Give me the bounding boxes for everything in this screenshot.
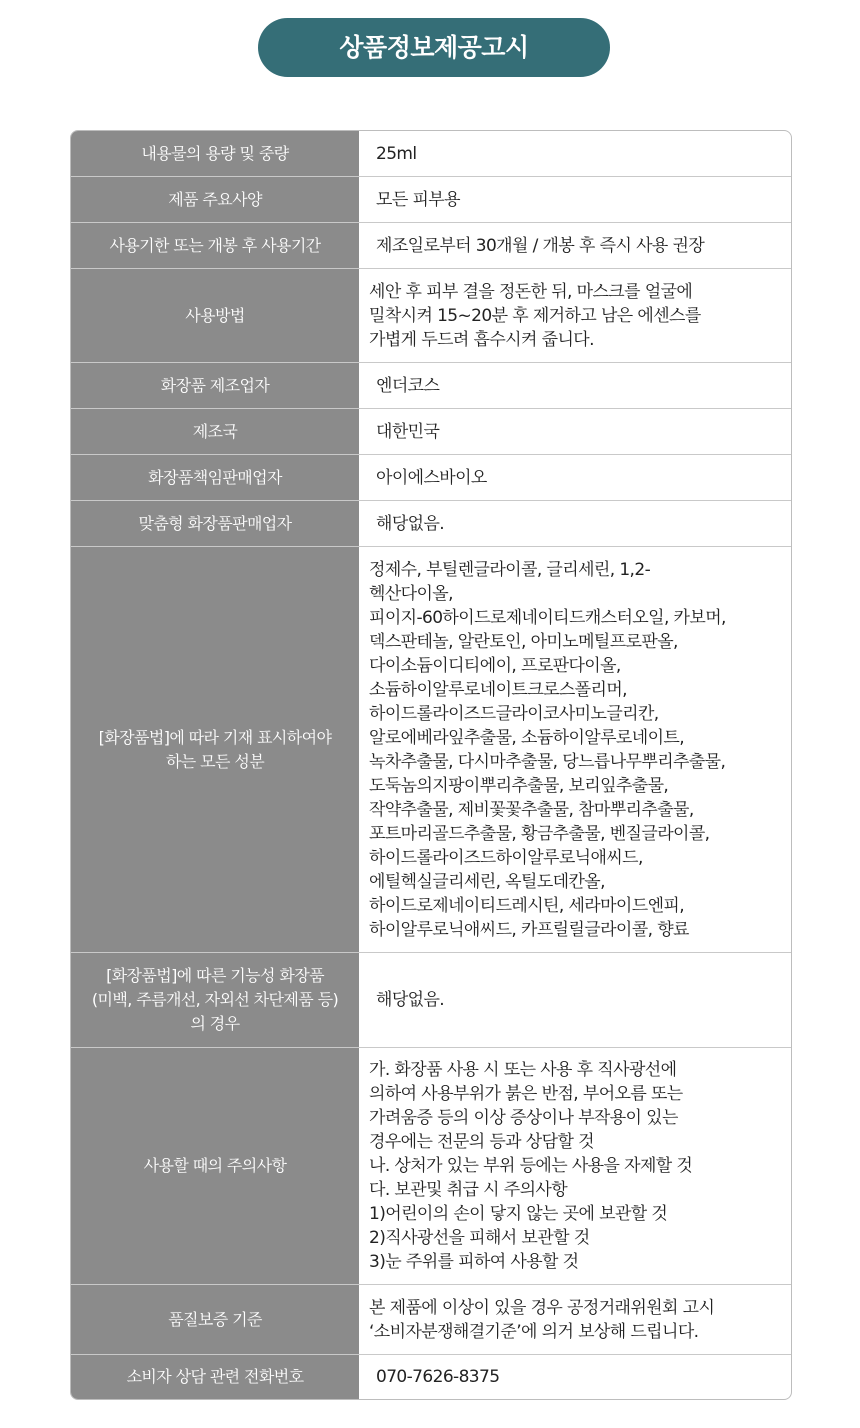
- row-value: 세안 후 피부 결을 정돈한 뒤, 마스크를 얼굴에 밀착시켜 15~20분 후 제거하고 남은 에센스를 가볍게 두드려 흡수시켜 줍니다.: [369, 281, 701, 350]
- row-label: 제품 주요사양: [71, 177, 359, 222]
- row-value: 25ml: [376, 143, 417, 164]
- row-value: 해당없음.: [376, 513, 445, 534]
- table-row: [71, 177, 791, 223]
- row-value: 070-7626-8375: [376, 1367, 500, 1387]
- row-label: 화장품 제조업자: [71, 363, 359, 408]
- row-label: 화장품책임판매업자: [71, 455, 359, 500]
- table-row: [71, 131, 791, 177]
- table-row: [71, 1285, 791, 1355]
- table-row: [71, 1355, 791, 1399]
- table-row: [71, 363, 791, 409]
- row-label: 맞춤형 화장품판매업자: [71, 501, 359, 546]
- row-label: 사용할 때의 주의사항: [71, 1048, 359, 1284]
- table-row: [71, 269, 791, 363]
- table-row: [71, 953, 791, 1048]
- row-label: 소비자 상담 관련 전화번호: [71, 1355, 359, 1399]
- table-row: [71, 223, 791, 269]
- row-value: 본 제품에 이상이 있을 경우 공정거래위원회 고시 ‘소비자분쟁해결기준’에 의거 보상해 드립니다.: [369, 1297, 715, 1342]
- page-title: 상품정보제공고시: [258, 18, 610, 77]
- row-label: 사용방법: [71, 269, 359, 362]
- row-value: 해당없음.: [376, 990, 445, 1010]
- row-value: 모든 피부용: [376, 189, 460, 210]
- table-row: [71, 1048, 791, 1285]
- row-value: 가. 화장품 사용 시 또는 사용 후 직사광선에 의하여 사용부위가 붉은 반점, 부어오름 또는 가려움증 등의 이상 증상이나 부작용이 있는 경우에는 전문의 등과 상담할 것 나. 상처가 있는 부위 등에는 사용을 자제할 것 다. 보관및 취급 시 주의사항 1)어린이의 손이 닿지 않는 곳에 보관할 것 2)직사광선을 피해서 보관할 것 3)눈 주위를 피하여 사용할 것: [369, 1060, 693, 1272]
- row-label: 사용기한 또는 개봉 후 사용기간: [71, 223, 359, 268]
- table-row: [71, 501, 791, 547]
- row-label: 품질보증 기준: [71, 1285, 359, 1354]
- row-value: 정제수, 부틸렌글라이콜, 글리세린, 1,2- 헥산다이올, 피이지-60하이드로제네이티드캐스터오일, 카보머, 덱스판테놀, 알란토인, 아미노메틸프로판올, 다이소듐이디티에이, 프로판다이올, 소듐하이알루로네이트크로스폴리머, 하이드롤라이즈드글라이코사미노글리칸, 알로에베라잎추출물, 소듐하이알루로네이트, 녹차추출물, 다시마추출물, 당느릅나무뿌리추출물, 도둑놈의지팡이뿌리추출물, 보리잎추출물, 작약추출물, 제비꽃꽃추출물, 참마뿌리추출물, 포트마리골드추출물, 황금추출물, 벤질글라이콜, 하이드롤라이즈드하이알루로닉애씨드, 에틸헥실글리세린, 옥틸도데칸올, 하이드로제네이티드레시틴, 세라마이드엔피, 하이알루로닉애씨드, 카프릴릴글라이콜, 향료: [369, 559, 726, 940]
- table-row: [71, 409, 791, 455]
- row-value: 엔더코스: [376, 375, 440, 396]
- table-row: [71, 455, 791, 501]
- product-info-table: [70, 130, 792, 1400]
- table-row: [71, 547, 791, 953]
- row-value: 아이에스바이오: [376, 467, 487, 488]
- row-label: [화장품법]에 따른 기능성 화장품 (미백, 주름개선, 자외선 차단제품 등) 의 경우: [71, 953, 359, 1047]
- row-value: 제조일로부터 30개월 / 개봉 후 즉시 사용 권장: [376, 235, 705, 256]
- row-label: 내용물의 용량 및 중량: [71, 131, 359, 176]
- row-value: 대한민국: [376, 421, 440, 442]
- row-label: [화장품법]에 따라 기재 표시하여야 하는 모든 성분: [71, 547, 359, 952]
- row-label: 제조국: [71, 409, 359, 454]
